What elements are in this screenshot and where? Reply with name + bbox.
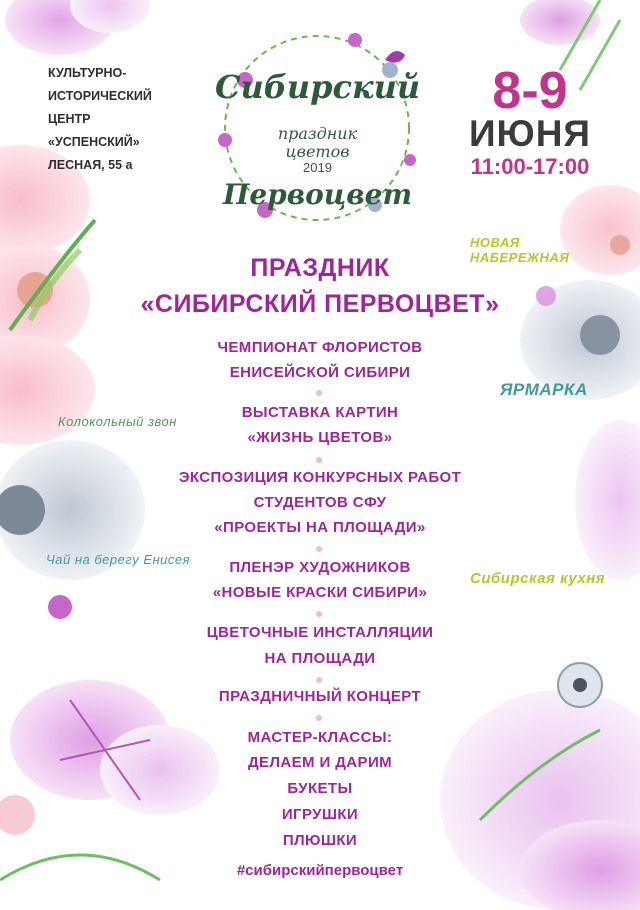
program-item: ПРАЗДНИЧНЫЙ КОНЦЕРТ [218,688,422,705]
venue-address [48,62,168,177]
program-item: ЦВЕТОЧНЫЕ ИНСТАЛЛЯЦИИ [206,624,434,641]
program-item: ВЫСТАВКА КАРТИН [241,404,399,421]
separator-dot [316,457,322,463]
logo-word-2: Первоцвет [222,178,413,211]
label-fair: ЯРМАРКА [500,380,588,399]
separator-dot [316,677,322,683]
program-item: «НОВЫЕ КРАСКИ СИБИРИ» [212,584,428,601]
event-month: ИЮНЯ [468,113,592,154]
flower-right-mid [575,420,640,580]
small-flower-left [48,595,72,619]
program-item: МАСТЕР-КЛАССЫ: [247,729,393,746]
program-item: НА ПЛОЩАДИ [264,650,376,667]
festival-logo [205,20,430,235]
label-embankment: НОВАЯ НАБЕРЕЖНАЯ [470,235,570,265]
program-item: ЭКСПОЗИЦИЯ КОНКУРСНЫХ РАБОТ [178,469,462,486]
venue-street: ЛЕСНАЯ, 55 а [48,158,133,172]
program-item: ПЛЮШКИ [282,832,358,849]
logo-word-1: Сибирский [215,68,421,106]
program-item: ДЕЛАЕМ И ДАРИМ [247,754,393,771]
separator-dot [316,611,322,617]
flower-bottom-right [440,690,640,910]
program-item: «ПРОЕКТЫ НА ПЛОЩАДИ» [214,519,426,536]
logo-sub-1: праздник [277,124,358,143]
program-item: ИГРУШКИ [281,806,359,823]
leaf-bottom-left [0,855,160,880]
label-kitchen: Сибирская кухня [470,570,606,587]
small-flower-bottom-left [0,795,35,835]
separator-dot [316,390,322,396]
logo-year: 2019 [303,160,332,175]
label-bells: Колокольный звон [58,414,177,429]
flower-top-left [5,0,150,55]
title-line-1: ПРАЗДНИК [250,254,390,282]
venue-line: «УСПЕНСКИЙ» [48,135,140,149]
separator-dot [316,546,322,552]
program-item: СТУДЕНТОВ СФУ [253,494,387,511]
venue-line: КУЛЬТУРНО- [48,66,127,80]
logo-sub-2: цветов [285,142,350,161]
venue-line: ИСТОРИЧЕСКИЙ [48,89,152,103]
program-item: ЧЕМПИОНАТ ФЛОРИСТОВ [217,339,423,356]
separator-dot [316,715,322,721]
program-item: ПЛЕНЭР ХУДОЖНИКОВ [229,559,411,576]
program-item: ЕНИСЕЙСКОЙ СИБИРИ [229,364,411,381]
hashtag: #сибирскийпервоцвет [236,862,404,879]
venue-line: ЦЕНТР [48,112,91,126]
program-item: БУКЕТЫ [287,780,353,797]
event-days: 8-9 [492,62,568,120]
event-time: 11:00-17:00 [470,154,590,179]
label-tea: Чай на берегу Енисея [46,552,191,567]
bird-icon [385,51,405,63]
title-line-2: «СИБИРСКИЙ ПЕРВОЦВЕТ» [140,290,500,318]
program-item: «ЖИЗНЬ ЦВЕТОВ» [247,429,393,446]
